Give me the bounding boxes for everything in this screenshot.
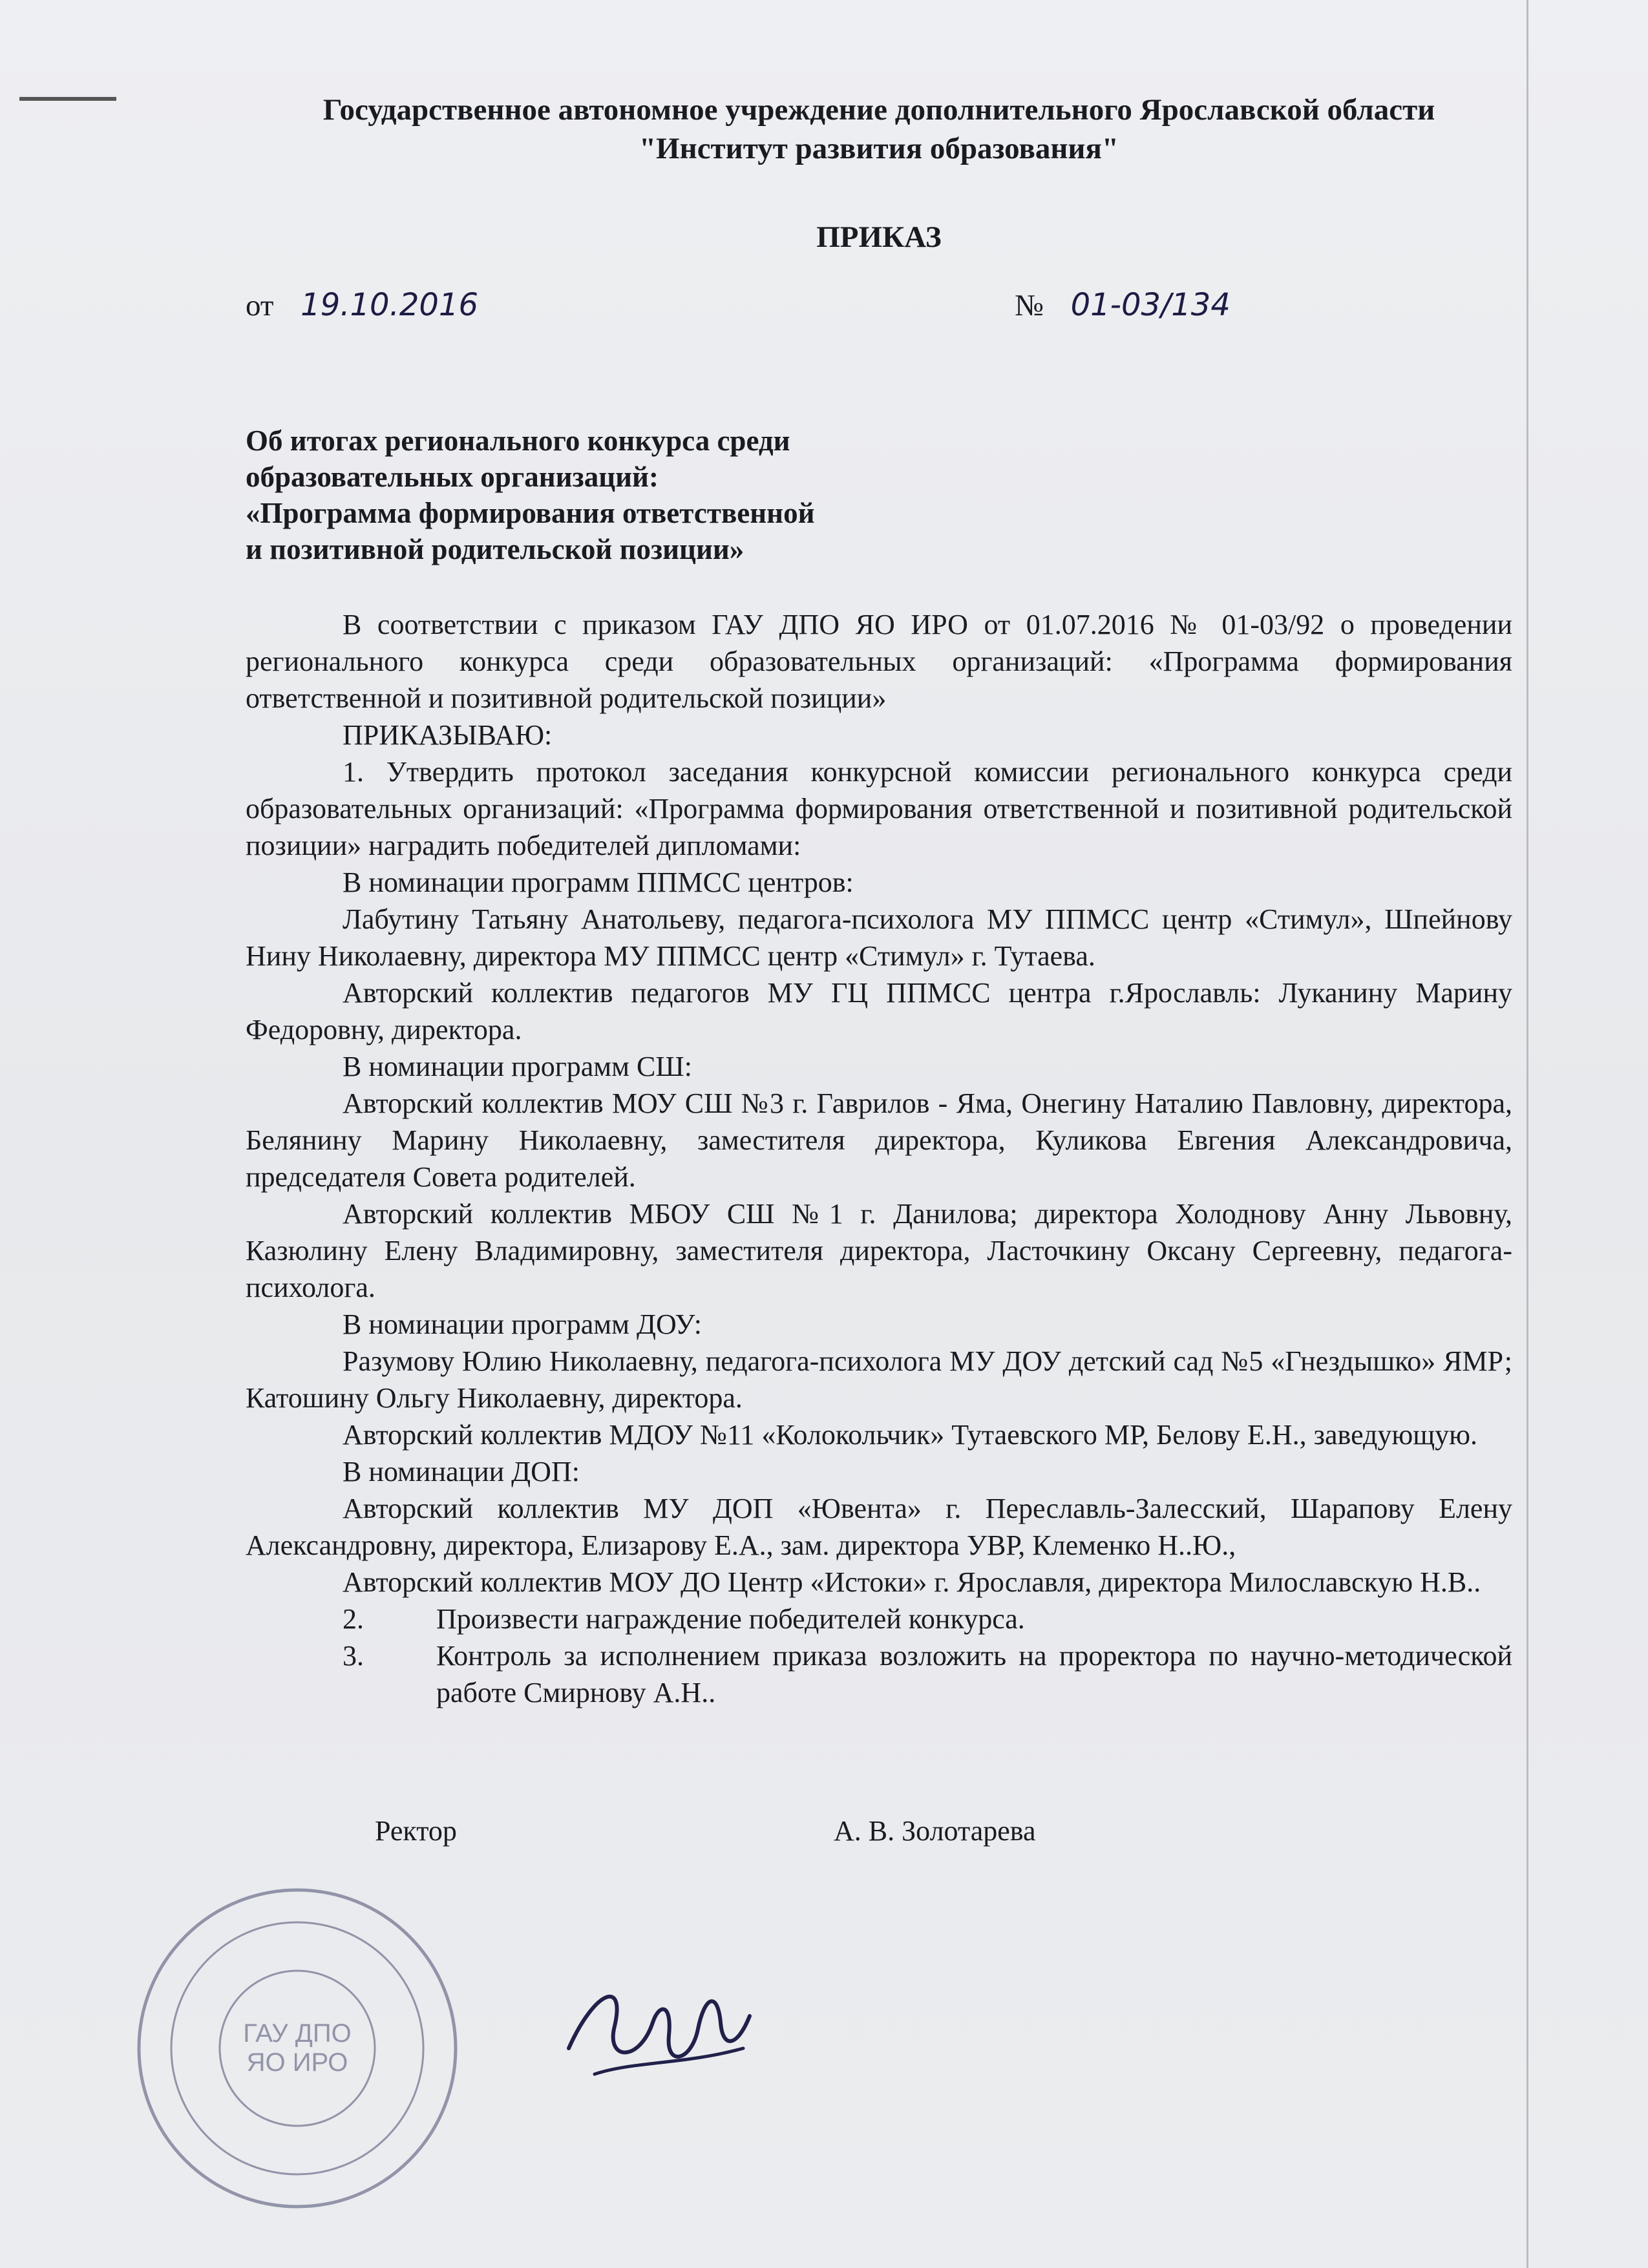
- date-field: [246, 287, 478, 323]
- signer-role: Ректор: [375, 1815, 457, 1847]
- handwritten-signature: [556, 1951, 763, 2106]
- nomination-3-title: В номинации программ ДОУ:: [343, 1308, 702, 1340]
- item-2: [246, 1601, 1512, 1637]
- document-type: ПРИКАЗ: [816, 220, 942, 254]
- corner-mark: [19, 97, 116, 101]
- intro-paragraph: В соответствии с приказом ГАУ ДПО ЯО ИРО от 01.07.2016 № 01-03/92 о проведении регионального конкурса среди образовательных организаций: «Программа формирования ответственной и позитивной родительской позиции»: [246, 609, 1512, 714]
- item-1: 1. Утвердить протокол заседания конкурсной комиссии регионального конкурса среди образовательных организаций: «Программа формирования ответственной и позитивной родительской позиции» наградить победителей дипломами:: [246, 756, 1512, 861]
- subject-line: «Программа формирования ответственной: [246, 497, 815, 529]
- nomination-2-title: В номинации программ СШ:: [343, 1051, 692, 1082]
- number-field: [1015, 287, 1231, 323]
- signer-name: А. В. Золотарева: [834, 1815, 1036, 1847]
- date-value: 19.10.2016: [301, 287, 478, 323]
- page-edge-line: [1527, 0, 1528, 2268]
- subject-line: Об итогах регионального конкурса среди: [246, 425, 790, 457]
- item-3-text: Контроль за исполнением приказа возложить на проректора по научно-методической работе Смирнову А.Н..: [436, 1640, 1512, 1708]
- nomination-1-title: В номинации программ ППМСС центров:: [343, 866, 854, 898]
- number-value: 01-03/134: [1070, 287, 1231, 323]
- organization-line-2: "Институт развития образования": [639, 132, 1119, 165]
- organization-header: [246, 90, 1512, 168]
- date-number-line: [246, 274, 1512, 332]
- svg-text:ЯО ИРО: ЯО ИРО: [246, 2048, 348, 2077]
- nomination-3-winner-2: Авторский коллектив МДОУ №11 «Колокольчик» Тутаевского МР, Белову Е.Н., заведующую.: [343, 1419, 1478, 1451]
- organization-line-1: Государственное автономное учреждение дополнительного Ярославской области: [322, 93, 1435, 127]
- order-subject: [246, 423, 956, 567]
- item-2-number: 2.: [343, 1603, 364, 1635]
- nomination-1-winner-1: Лабутину Татьяну Анатольеву, педагога-психолога МУ ППМСС центр «Стимул», Шпейнову Нину Николаевну, директора МУ ППМСС центр «Стимул» г. Тутаева.: [246, 903, 1512, 972]
- nomination-2-winner-2: Авторский коллектив МБОУ СШ №1 г. Данилова; директора Холоднову Анну Львовну, Казюлину Елену Владимировну, заместителя директора, Ласточкину Оксану Сергеевну, педагога-психолога.: [246, 1198, 1512, 1303]
- nomination-4-winner-1: Авторский коллектив МУ ДОП «Ювента» г. Переславль-Залесский, Шарапову Елену Александровну, директора, Елизарову Е.А., зам. директора УВР, Клеменко Н..Ю.,: [246, 1493, 1512, 1561]
- document-sheet: [246, 90, 1512, 1892]
- order-body: [246, 606, 1512, 1711]
- item-3-number: 3.: [343, 1640, 364, 1672]
- number-label: №: [1015, 289, 1044, 322]
- nomination-4-winner-2: Авторский коллектив МОУ ДО Центр «Истоки» г. Ярославля, директора Милославскую Н.В..: [343, 1566, 1481, 1598]
- nomination-2-winner-1: Авторский коллектив МОУ СШ №3 г. Гаврилов - Яма, Онегину Наталию Павловну, директора, Белянину Марину Николаевну, заместителя директора, Куликова Евгения Александровича, председателя Совета родителей.: [246, 1087, 1512, 1193]
- nomination-1-winner-2: Авторский коллектив педагогов МУ ГЦ ППМСС центра г.Ярославль: Луканину Марину Федоровну, директора.: [246, 977, 1512, 1045]
- subject-line: и позитивной родительской позиции»: [246, 533, 745, 565]
- nomination-3-winner-1: Разумову Юлию Николаевну, педагога-психолога МУ ДОУ детский сад №5 «Гнездышко» ЯМР; Катошину Ольгу Николаевну, директора.: [246, 1345, 1512, 1414]
- item-3: [246, 1637, 1512, 1711]
- nomination-4-title: В номинации ДОП:: [343, 1456, 580, 1487]
- order-word: ПРИКАЗЫВАЮ:: [343, 719, 553, 751]
- official-stamp: [129, 1880, 465, 2216]
- svg-text:ГАУ ДПО: ГАУ ДПО: [243, 2019, 352, 2048]
- date-label: от: [246, 289, 274, 322]
- subject-line: образовательных организаций:: [246, 461, 659, 493]
- item-2-text: Произвести награждение победителей конкурса.: [436, 1603, 1025, 1635]
